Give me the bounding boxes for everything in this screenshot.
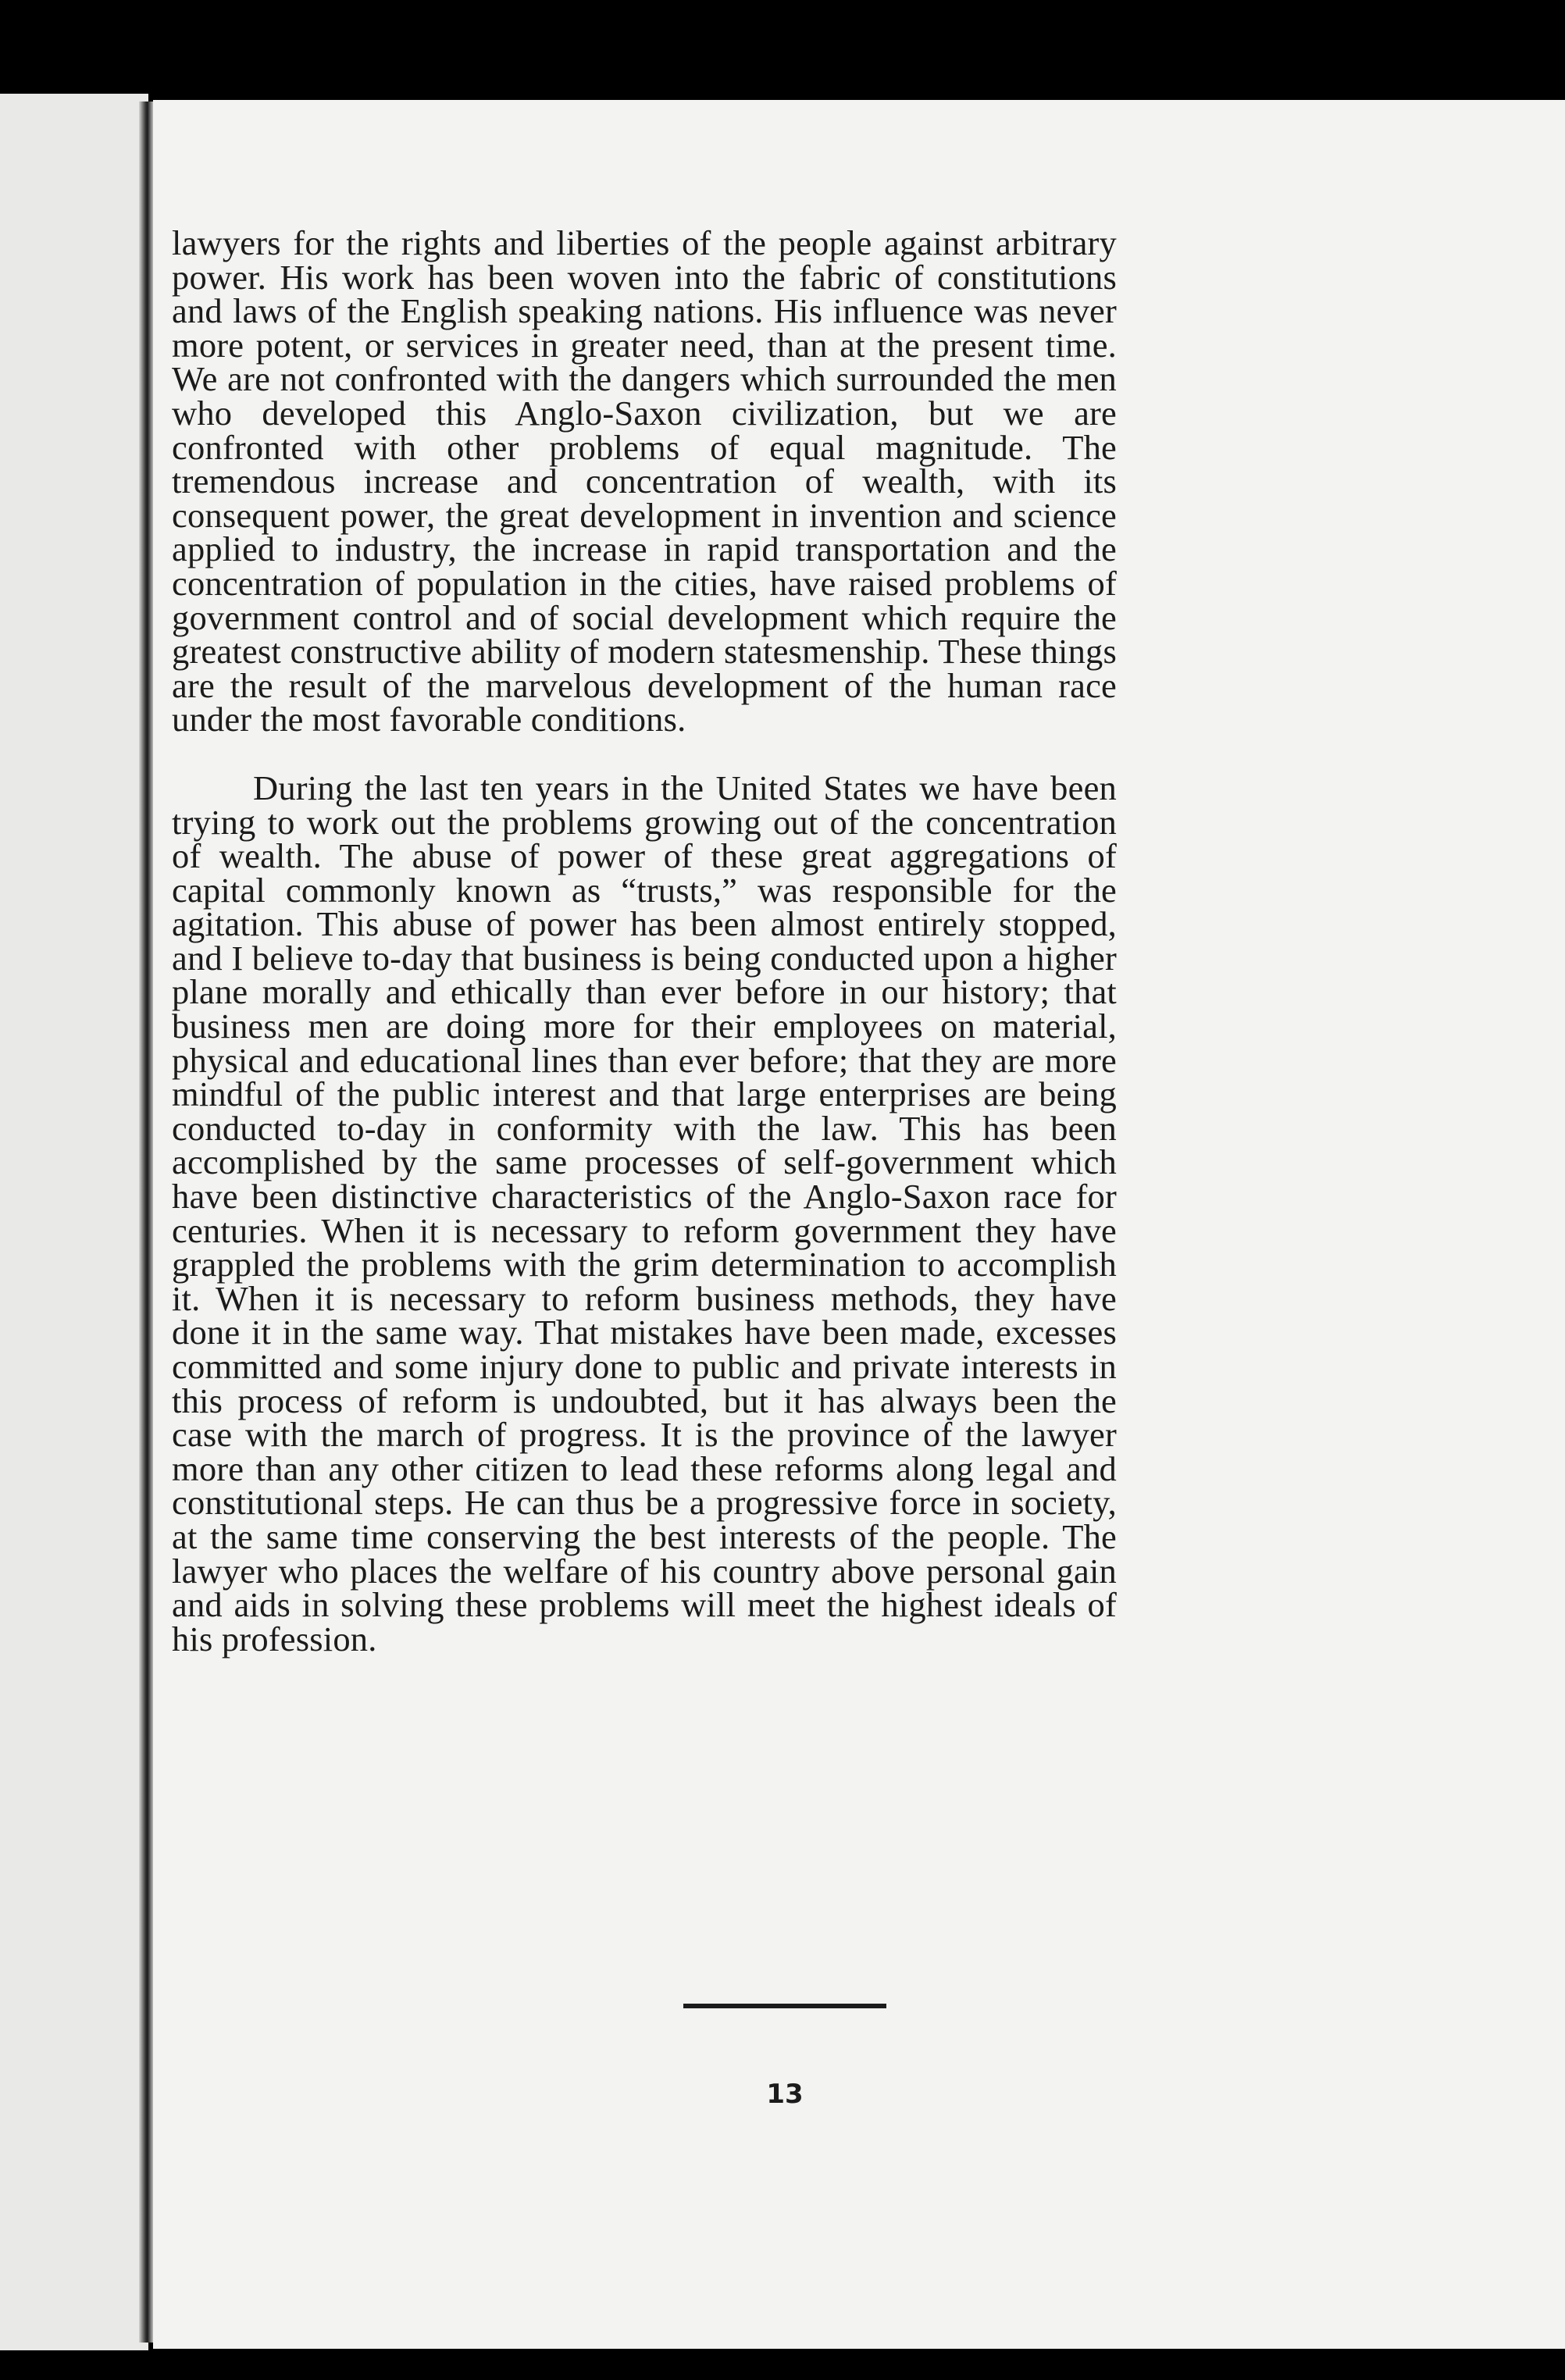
paragraph-2: During the last ten years in the United States we have been trying to work out the problems growing out of the concentration of wealth. The abuse of power of these great aggregations of capital commonly known as “trusts,” was responsible for the agitation. This abuse of power has been almost entirely stopped, and I believe to-day that business is being conducted upon a higher plane morally and ethically than ever before in our history; that business men are doing more for their employees on material, physical and educational lines than ever before; that they are more mindful of the public interest and that large enterprises are being conducted to-day in conformity with the law. This has been accomplished by the same processes of self-government which have been distinctive characteristics of the Anglo-Saxon race for centuries. When it is necessary to reform government they have grappled the problems with the grim determination to accomplish it. When it is necessary to reform business methods, they have done it in the same way. That mistakes have been made, excesses committed and some injury done to public and private interests in this process of reform is undoubted, but it has always been the case with the march of progress. It is the province of the lawyer more than any other citizen to lead these reforms along legal and constitutional steps. He can thus be a progressive force in society, at the same time conserving the best interests of the people. The lawyer who places the welfare of his country above personal gain and aids in solving these problems will meet the highest ideals of his profession. bbox=[172, 768, 1117, 1659]
facing-page bbox=[0, 94, 148, 2350]
page-number: 13 bbox=[766, 2079, 804, 2110]
paragraph-1: lawyers for the rights and liberties of the people against arbitrary power. His work has been woven into the fabric of constitutions and laws of the English speaking nations. His influence was never more potent, or services in greater need, than at the present time. We are not confronted with the dangers which surrounded the men who developed this Anglo-Saxon civilization, but we are confronted with other problems of equal magnitude. The tremendous increase and concentration of wealth, with its consequent power, the great development in invention and science applied to industry, the increase in rapid transportation and the concentration of population in the cities, have raised problems of government control and of social development which require the greatest constructive ability of modern statesmenship. These things are the result of the marvelous development of the human race under the most favorable conditions. bbox=[172, 223, 1117, 739]
body-text bbox=[172, 223, 1117, 1659]
section-divider bbox=[683, 2004, 886, 2008]
book-gutter bbox=[139, 102, 153, 2343]
